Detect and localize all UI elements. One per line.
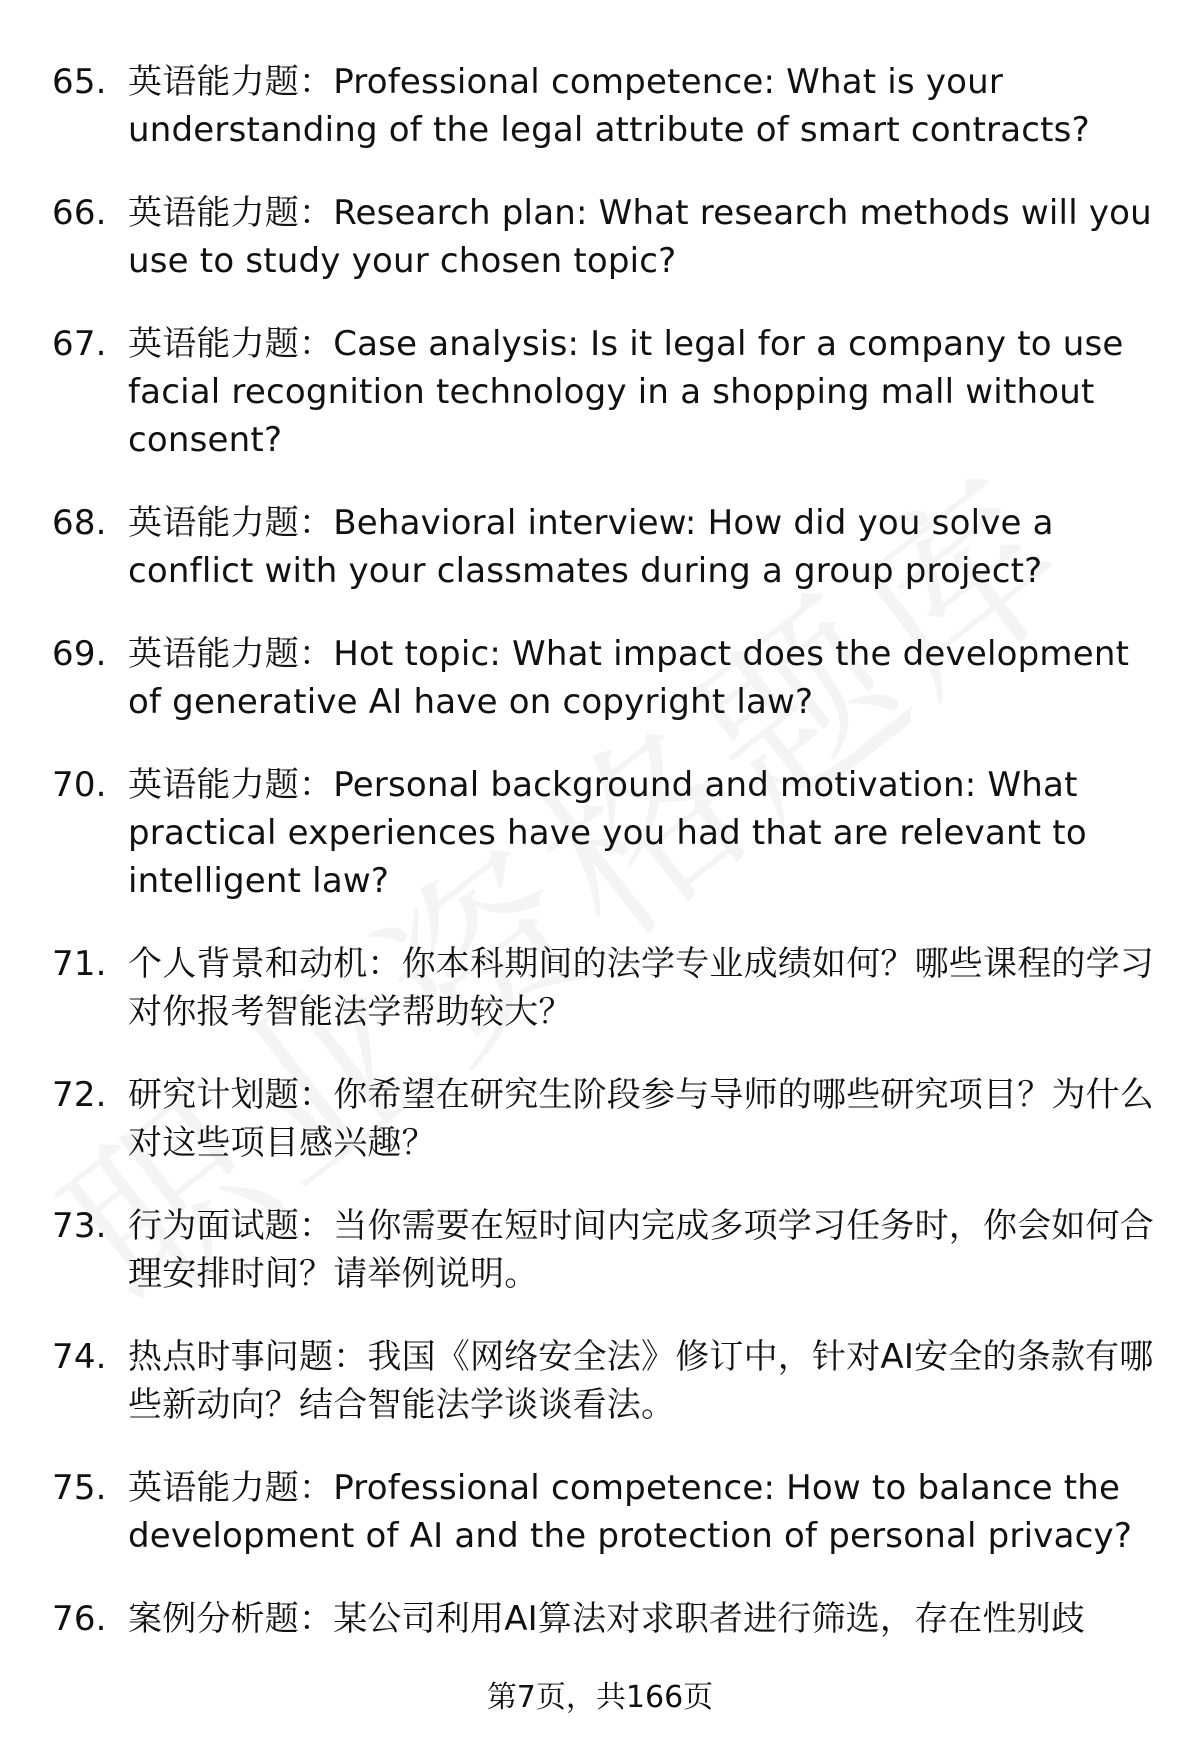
- question-item: [52, 1595, 1162, 1643]
- question-item: [52, 499, 1162, 595]
- question-item: [52, 58, 1162, 154]
- question-item: [52, 630, 1162, 726]
- question-number: 76.: [52, 1599, 107, 1639]
- question-category: 英语能力题：: [128, 62, 334, 102]
- question-text: 你希望在研究生阶段参与导师的哪些研究项目？为什么对这些项目感兴趣？: [128, 1075, 1155, 1163]
- question-text: Professional competence: How to balance the development of AI and the protection of personal privacy?: [128, 1468, 1133, 1556]
- page-footer: 第7页，共166页: [486, 1680, 714, 1715]
- question-number: 71.: [52, 944, 107, 984]
- question-category: 研究计划题：: [128, 1075, 334, 1115]
- question-text: 某公司利用AI算法对求职者进行筛选，存在性别歧: [333, 1599, 1086, 1639]
- question-category: 英语能力题：: [128, 765, 334, 805]
- question-item: [52, 1333, 1162, 1429]
- question-category: 个人背景和动机：: [128, 944, 402, 984]
- question-category: 英语能力题：: [128, 503, 334, 543]
- question-category: 热点时事问题：: [128, 1337, 368, 1377]
- question-number: 68.: [52, 503, 107, 543]
- question-item: [52, 189, 1162, 285]
- question-item: [52, 940, 1162, 1036]
- question-text: 你本科期间的法学专业成绩如何？哪些课程的学习对你报考智能法学帮助较大？: [128, 944, 1155, 1032]
- question-number: 74.: [52, 1337, 107, 1377]
- question-number: 70.: [52, 765, 107, 805]
- question-text: Personal background and motivation: What practical experiences have you had that are relevant to intelligent law?: [128, 765, 1087, 901]
- question-number: 65.: [52, 62, 107, 102]
- question-number: 75.: [52, 1468, 107, 1508]
- question-category: 英语能力题：: [128, 1468, 334, 1508]
- question-number: 67.: [52, 324, 107, 364]
- question-number: 66.: [52, 193, 107, 233]
- question-item: [52, 1071, 1162, 1167]
- question-text: Case analysis: Is it legal for a company to use facial recognition technology in a shopping mall without consent?: [128, 324, 1124, 460]
- question-text: 我国《网络安全法》修订中，针对AI安全的条款有哪些新动向？结合智能法学谈谈看法。: [128, 1337, 1154, 1425]
- question-category: 英语能力题：: [128, 193, 334, 233]
- question-text: Behavioral interview: How did you solve a conflict with your classmates during a group project?: [128, 503, 1054, 591]
- question-list: [52, 58, 1162, 1678]
- question-category: 英语能力题：: [128, 634, 334, 674]
- question-text: Professional competence: What is your understanding of the legal attribute of smart contracts?: [128, 62, 1090, 150]
- question-text: Hot topic: What impact does the development of generative AI have on copyright law?: [128, 634, 1130, 722]
- question-category: 行为面试题：: [128, 1206, 334, 1246]
- question-item: [52, 1464, 1162, 1560]
- question-item: [52, 320, 1162, 464]
- question-number: 73.: [52, 1206, 107, 1246]
- question-category: 案例分析题：: [128, 1599, 334, 1639]
- question-number: 72.: [52, 1075, 107, 1115]
- question-text: 当你需要在短时间内完成多项学习任务时，你会如何合理安排时间？请举例说明。: [128, 1206, 1155, 1294]
- question-item: [52, 761, 1162, 905]
- question-item: [52, 1202, 1162, 1298]
- question-number: 69.: [52, 634, 107, 674]
- question-category: 英语能力题：: [128, 324, 334, 364]
- question-text: Research plan: What research methods will you use to study your chosen topic?: [128, 193, 1152, 281]
